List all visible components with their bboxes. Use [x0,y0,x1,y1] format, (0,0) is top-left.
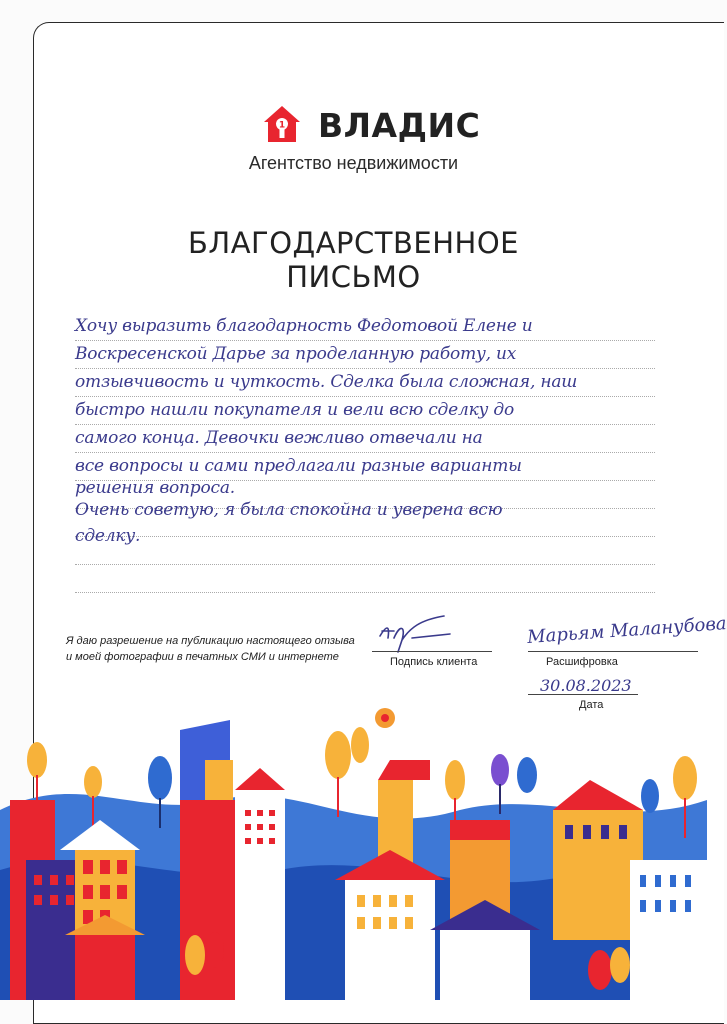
handwritten-line: самого конца. Девочки вежливо отвечали на [75,428,483,448]
date-line [528,694,638,695]
handwritten-line: Очень советую, я была спокойна и уверена всю [75,500,503,520]
handwritten-line: отзывчивость и чуткость. Сделка была сложная, наш [75,372,578,392]
ruled-line [75,424,655,425]
consent-text [66,633,356,665]
consent-line-2: и моей фотографии в печатных СМИ и интернете [66,651,339,663]
handwritten-line: Воскресенской Дарье за проделанную работу, их [75,344,517,364]
brand-logo [262,104,502,144]
client-signature [372,614,462,659]
brand-name: ВЛАДИС [318,106,481,145]
client-name-handwritten: Марьям Маланубова [526,613,727,648]
ruled-line [75,368,655,369]
ruled-line [75,564,655,565]
letter-title [0,226,707,294]
title-line-1: БЛАГОДАРСТВЕННОЕ [188,226,519,260]
handwritten-line: решения вопроса. [75,478,235,498]
title-line-2: ПИСЬМО [286,260,421,294]
ruled-line [75,340,655,341]
handwritten-line: быстро нашли покупателя и вели всю сделку до [75,400,515,420]
handwritten-line: все вопросы и сами предлагали разные варианты [75,456,522,476]
ruled-line [75,592,655,593]
date-handwritten: 30.08.2023 [540,676,632,695]
handwritten-line: сделку. [75,526,141,546]
svg-text:1: 1 [278,120,286,131]
city-illustration [0,700,707,1000]
name-label: Расшифровка [546,656,618,668]
ruled-line [75,452,655,453]
date-label: Дата [579,699,604,711]
ruled-line [75,396,655,397]
handwritten-line: Хочу выразить благодарность Федотовой Елене и [75,316,533,336]
house-key-icon [262,104,302,144]
name-line [528,651,698,652]
signature-label: Подпись клиента [390,656,478,668]
consent-line-1: Я даю разрешение на публикацию настоящего отзыва [66,635,355,647]
brand-subtitle: Агентство недвижимости [248,153,459,173]
signature-line [372,651,492,652]
